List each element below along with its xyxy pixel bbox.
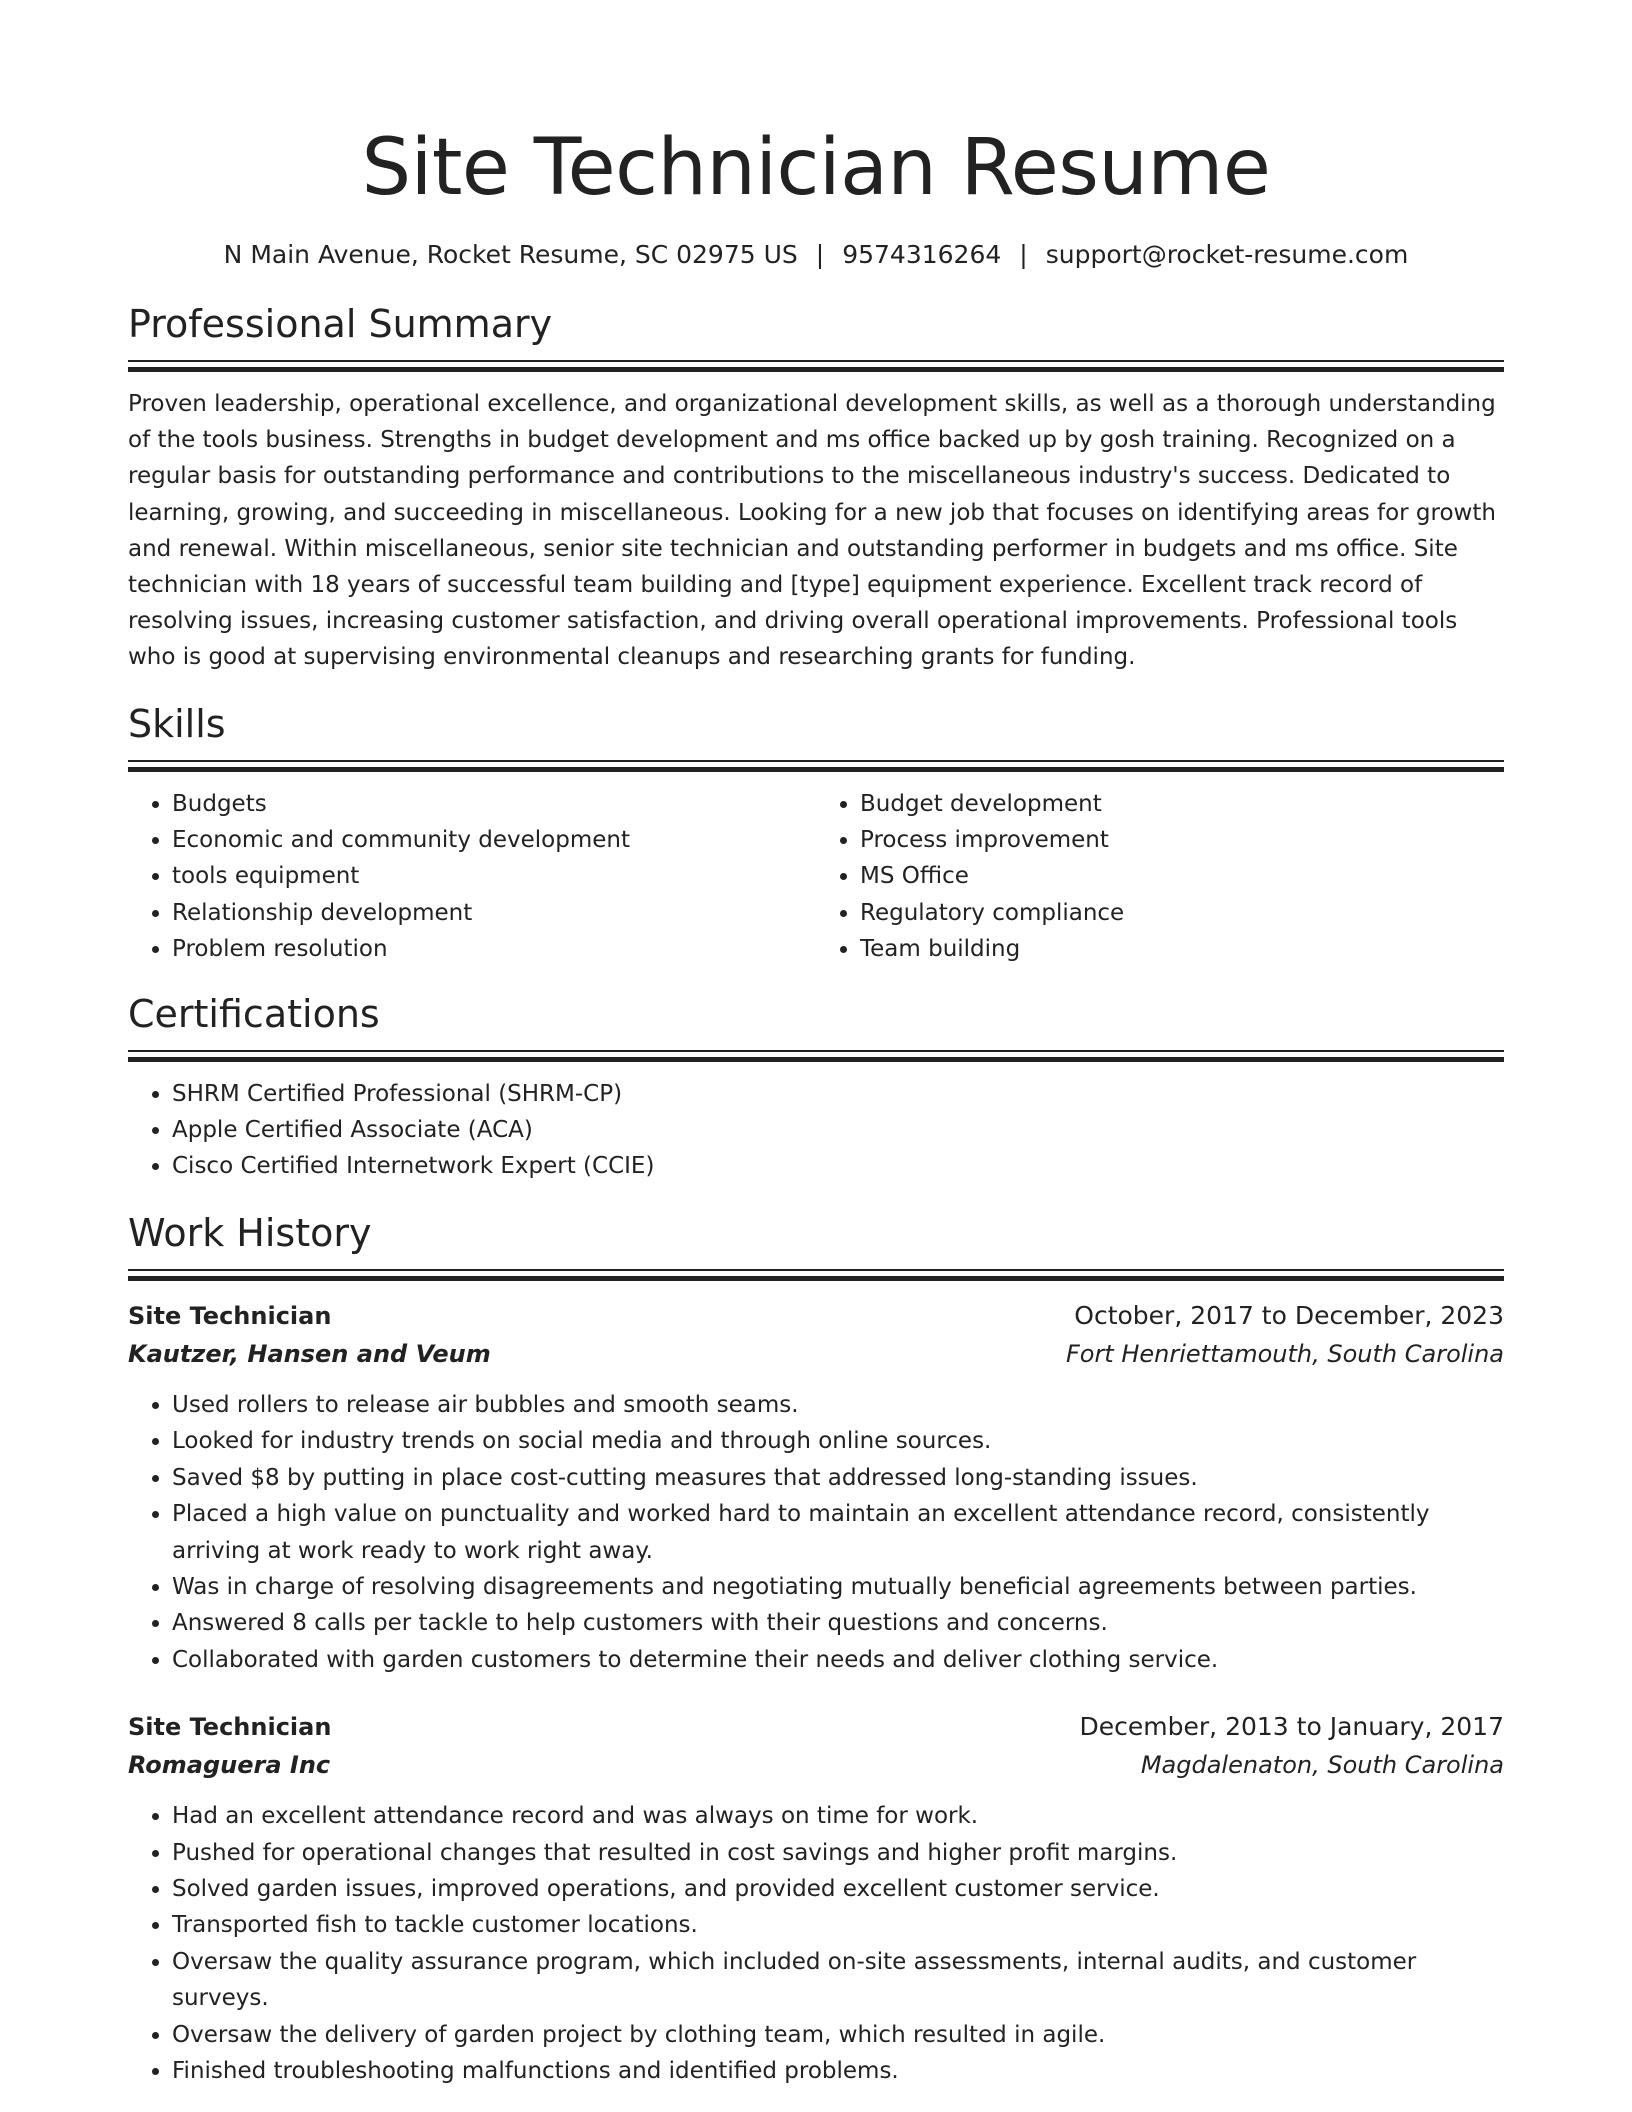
- skill-item: • MS Office: [860, 858, 1504, 894]
- skill-item: • Regulatory compliance: [860, 895, 1504, 931]
- job-bullet: • Answered 8 calls per tackle to help customers with their questions and concerns.: [172, 1605, 1504, 1641]
- job-dates: December, 2013 to January, 2017: [1079, 1712, 1504, 1742]
- job-bullets: [128, 1798, 1504, 2089]
- job-company: Kautzer, Hansen and Veum: [128, 1339, 491, 1368]
- contact-email: support@rocket-resume.com: [1045, 240, 1409, 269]
- skill-item: • Relationship development: [172, 895, 816, 931]
- section-rule-thick: [128, 1276, 1504, 1281]
- contact-separator: |: [815, 240, 825, 269]
- contact-line: [128, 238, 1504, 272]
- section-rule: [128, 1269, 1504, 1271]
- job-bullet: • Was in charge of resolving disagreements and negotiating mutually beneficial agreements between parties.: [172, 1569, 1504, 1605]
- summary-heading: Professional Summary: [128, 302, 553, 346]
- resume-title: Site Technician Resume: [361, 123, 1271, 213]
- job-entry: [128, 1297, 1504, 1678]
- job-title: Site Technician: [128, 1713, 332, 1742]
- contact-address: N Main Avenue, Rocket Resume, SC 02975 US: [223, 240, 798, 269]
- job-bullet: • Oversaw the delivery of garden project by clothing team, which resulted in agile.: [172, 2017, 1504, 2053]
- job-bullet: • Finished troubleshooting malfunctions and identified problems.: [172, 2053, 1504, 2089]
- job-bullet: • Solved garden issues, improved operations, and provided excellent customer service.: [172, 1871, 1504, 1907]
- job-header: [128, 1297, 1504, 1335]
- job-location: Magdalenaton, South Carolina: [1140, 1751, 1504, 1780]
- skill-item: • Budget development: [860, 786, 1504, 822]
- contact-phone: 9574316264: [842, 240, 1002, 269]
- job-location: Fort Henriettamouth, South Carolina: [1065, 1339, 1504, 1368]
- skill-item: • tools equipment: [172, 858, 816, 894]
- job-bullet: • Collaborated with garden customers to determine their needs and deliver clothing service.: [172, 1642, 1504, 1678]
- job-bullet: • Used rollers to release air bubbles and smooth seams.: [172, 1387, 1504, 1423]
- skill-item: • Economic and community development: [172, 822, 816, 858]
- work-heading: Work History: [128, 1210, 372, 1255]
- job-bullet: • Placed a high value on punctuality and worked hard to maintain an excellent attendance record, consistently arriving at work ready to work right away.: [172, 1496, 1504, 1569]
- job-subheader: [128, 1335, 1504, 1373]
- skill-item: • Team building: [860, 931, 1504, 967]
- job-bullet: • Pushed for operational changes that resulted in cost savings and higher profit margins.: [172, 1835, 1504, 1871]
- job-bullet: • Looked for industry trends on social media and through online sources.: [172, 1423, 1504, 1459]
- work-section: [128, 1209, 1504, 2090]
- section-rule-thick: [128, 767, 1504, 772]
- job-bullet: • Transported fish to tackle customer locations.: [172, 1907, 1504, 1943]
- skill-item: • Budgets: [172, 786, 816, 822]
- skill-item: • Problem resolution: [172, 931, 816, 967]
- skills-grid: [128, 786, 1504, 968]
- skills-section: [128, 700, 1504, 968]
- job-entry: [128, 1708, 1504, 2089]
- job-title: Site Technician: [128, 1301, 332, 1330]
- skills-heading: Skills: [128, 701, 226, 746]
- section-rule: [128, 760, 1504, 762]
- job-dates: October, 2017 to December, 2023: [1074, 1300, 1504, 1330]
- certifications-heading: Certifications: [128, 991, 380, 1036]
- certifications-list: [128, 1076, 1504, 1185]
- job-subheader: [128, 1746, 1504, 1784]
- job-bullet: • Had an excellent attendance record and was always on time for work.: [172, 1798, 1504, 1834]
- job-bullet: • Oversaw the quality assurance program, which included on-site assessments, internal audits, and customer surveys.: [172, 1944, 1504, 2017]
- job-bullet: • Saved $8 by putting in place cost-cutting measures that addressed long-standing issues.: [172, 1460, 1504, 1496]
- job-company: Romaguera Inc: [128, 1751, 331, 1780]
- skills-list-right: [816, 786, 1504, 968]
- section-rule: [128, 360, 1504, 362]
- job-header: [128, 1708, 1504, 1746]
- summary-section: [128, 300, 1504, 676]
- certification-item: • Apple Certified Associate (ACA): [172, 1112, 1504, 1148]
- certification-item: • SHRM Certified Professional (SHRM-CP): [172, 1076, 1504, 1112]
- section-rule-thick: [128, 367, 1504, 372]
- section-rule: [128, 1050, 1504, 1052]
- certifications-section: [128, 990, 1504, 1185]
- skill-item: • Process improvement: [860, 822, 1504, 858]
- contact-separator: |: [1019, 240, 1028, 269]
- resume-page: [128, 0, 1504, 2089]
- skills-list-left: [128, 786, 816, 968]
- summary-text: Proven leadership, operational excellence, and organizational development skills, as well as a thorough understanding of the tools business. Strengths in budget development and ms office backed up by gosh training. Recognized on a regular basis for outstanding performance and contributions to the miscellaneous industry's success. Dedicated to learning, growing, and succeeding in miscellaneous. Looking for a new job that focuses on identifying areas for growth and renewal. Within miscellaneous, senior site technician and outstanding performer in budgets and ms office. Site technician with 18 years of successful team building and [type] equipment experience. Excellent track record of resolving issues, increasing customer satisfaction, and driving overall operational improvements. Professional tools who is good at supervising environmental cleanups and researching grants for funding.: [128, 391, 1496, 671]
- job-bullets: [128, 1387, 1504, 1678]
- certification-item: • Cisco Certified Internetwork Expert (CCIE): [172, 1148, 1504, 1184]
- section-rule-thick: [128, 1057, 1504, 1062]
